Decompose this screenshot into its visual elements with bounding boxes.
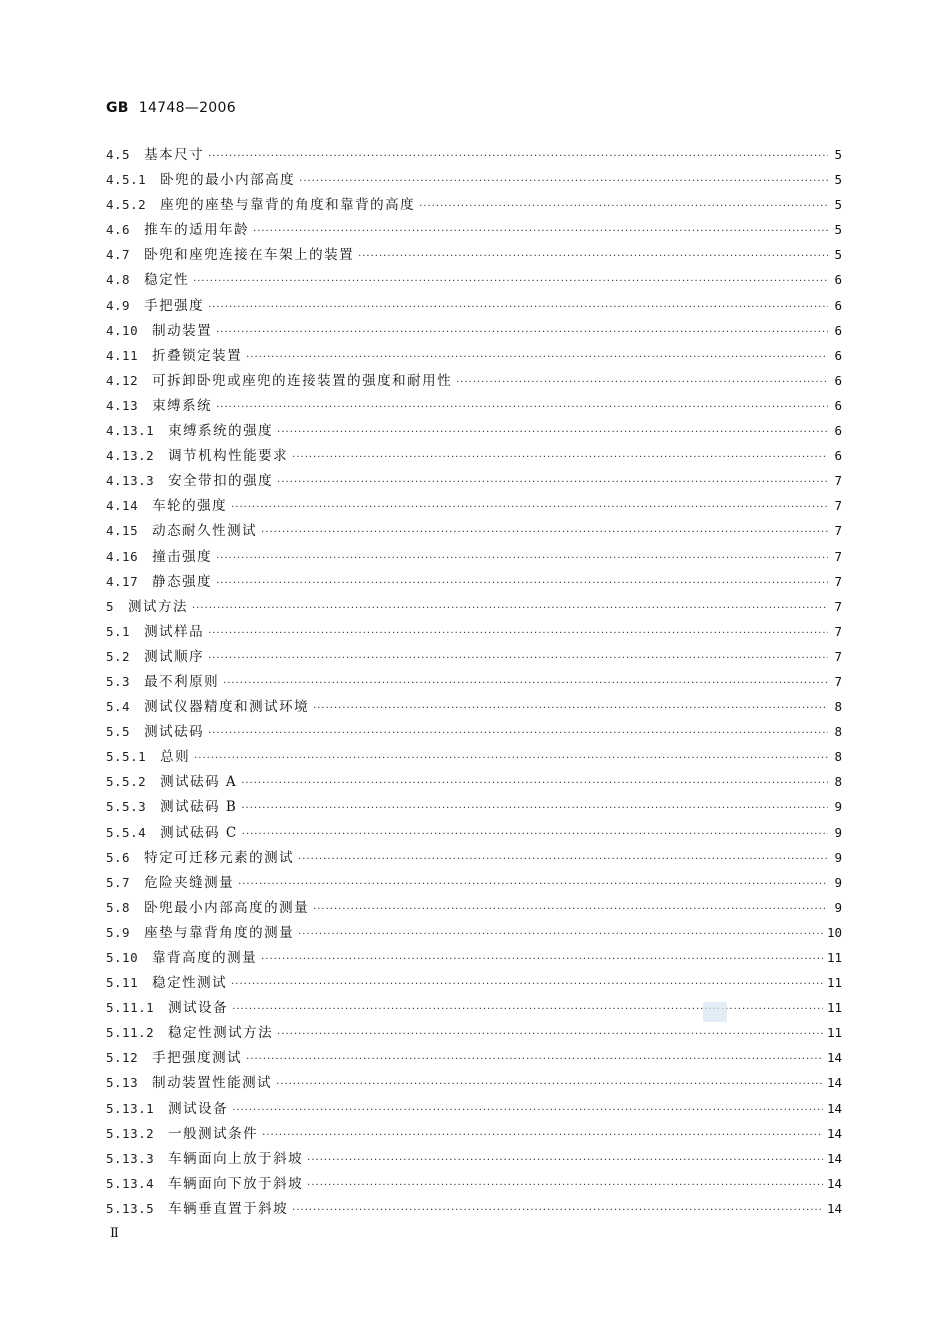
- toc-entry[interactable]: [106, 971, 842, 996]
- toc-entry[interactable]: [106, 795, 842, 820]
- toc-entry-number: 5.13.5: [106, 1200, 155, 1216]
- toc-entry-page: 11: [826, 1025, 842, 1041]
- toc-entry[interactable]: [106, 545, 842, 570]
- toc-entry-title: 危险夹缝测量: [144, 874, 235, 891]
- toc-entry-title: 折叠锁定装置: [152, 347, 243, 364]
- toc-entry[interactable]: [106, 344, 842, 369]
- toc-entry-page: 6: [834, 322, 842, 338]
- toc-dot-leader: [246, 1054, 823, 1065]
- toc-entry-title: 稳定性: [144, 272, 190, 289]
- toc-entry-page: 7: [834, 523, 842, 539]
- toc-entry-number: 4.14: [106, 498, 139, 514]
- toc-entry-page: 6: [834, 423, 842, 439]
- toc-entry-page: 14: [826, 1050, 842, 1066]
- toc-entry-title: 安全带扣的强度: [168, 473, 274, 490]
- toc-entry-title: 测试砝码 C: [160, 824, 238, 841]
- toc-entry-title: 特定可迁移元素的测试: [144, 849, 295, 866]
- toc-entry[interactable]: [106, 570, 842, 595]
- toc-entry-number: 5.2: [106, 648, 131, 664]
- toc-entry[interactable]: [106, 1197, 842, 1222]
- toc-entry-number: 4.16: [106, 548, 139, 564]
- toc-entry-page: 5: [834, 172, 842, 188]
- toc-entry-number: 5.5: [106, 724, 131, 740]
- toc-entry-page: 7: [834, 473, 842, 489]
- toc-entry[interactable]: [106, 394, 842, 419]
- toc-dot-leader: [241, 803, 828, 814]
- toc-dot-leader: [192, 603, 828, 614]
- toc-entry-title: 测试砝码: [144, 724, 205, 741]
- toc-dot-leader: [216, 553, 828, 564]
- toc-entry[interactable]: [106, 444, 842, 469]
- toc-entry[interactable]: [106, 1097, 842, 1122]
- toc-entry-number: 4.7: [106, 247, 131, 263]
- table-of-contents: [106, 143, 842, 1222]
- toc-entry-page: 9: [834, 799, 842, 815]
- toc-entry-page: 11: [826, 1000, 842, 1016]
- toc-dot-leader: [216, 578, 828, 589]
- toc-entry[interactable]: [106, 469, 842, 494]
- toc-entry-number: 4.9: [106, 297, 131, 313]
- toc-entry-number: 5.12: [106, 1050, 139, 1066]
- toc-dot-leader: [419, 201, 828, 212]
- toc-dot-leader: [232, 1004, 823, 1015]
- toc-entry-number: 5.5.3: [106, 799, 147, 815]
- toc-dot-leader: [298, 854, 828, 865]
- toc-entry-title: 车辆面向下放于斜坡: [168, 1175, 304, 1192]
- toc-entry-page: 5: [834, 247, 842, 263]
- toc-entry-number: 4.12: [106, 372, 139, 388]
- toc-dot-leader: [194, 753, 828, 764]
- toc-entry-page: 9: [834, 824, 842, 840]
- toc-entry[interactable]: [106, 519, 842, 544]
- toc-dot-leader: [298, 929, 823, 940]
- toc-dot-leader: [231, 502, 828, 513]
- toc-dot-leader: [299, 176, 828, 187]
- toc-entry-page: 7: [834, 648, 842, 664]
- toc-entry-title: 制动装置性能测试: [152, 1075, 273, 1092]
- toc-entry-number: 4.13.3: [106, 473, 155, 489]
- toc-entry-number: 4.13.1: [106, 423, 155, 439]
- toc-entry[interactable]: [106, 168, 842, 193]
- toc-entry[interactable]: [106, 996, 842, 1021]
- toc-entry-title: 车辆面向上放于斜坡: [168, 1150, 304, 1167]
- toc-dot-leader: [208, 728, 828, 739]
- toc-entry-number: 4.8: [106, 272, 131, 288]
- toc-entry-title: 一般测试条件: [168, 1125, 259, 1142]
- toc-dot-leader: [307, 1180, 823, 1191]
- toc-entry-page: 6: [834, 347, 842, 363]
- toc-entry-number: 5.10: [106, 950, 139, 965]
- toc-dot-leader: [208, 151, 828, 162]
- toc-entry-title: 测试砝码 A: [160, 774, 238, 791]
- toc-entry-page: 8: [834, 749, 842, 765]
- toc-entry[interactable]: [106, 319, 842, 344]
- toc-entry-title: 静态强度: [152, 573, 213, 590]
- toc-entry-title: 车辆垂直置于斜坡: [168, 1200, 289, 1217]
- toc-entry-title: 测试顺序: [144, 648, 205, 665]
- toc-entry-page: 6: [834, 372, 842, 388]
- toc-entry-number: 4.15: [106, 523, 139, 539]
- toc-entry[interactable]: [106, 268, 842, 293]
- toc-dot-leader: [277, 427, 828, 438]
- toc-entry-page: 7: [834, 623, 842, 639]
- toc-entry-number: 5.8: [106, 899, 131, 915]
- toc-dot-leader: [276, 1079, 823, 1090]
- toc-entry-title: 撞击强度: [152, 548, 213, 565]
- toc-dot-leader: [358, 251, 828, 262]
- toc-dot-leader: [216, 327, 828, 338]
- toc-dot-leader: [313, 904, 828, 915]
- toc-entry-number: 5.11.1: [106, 1000, 155, 1016]
- toc-dot-leader: [292, 1205, 823, 1216]
- toc-entry-title: 测试仪器精度和测试环境: [144, 699, 310, 716]
- toc-dot-leader: [277, 1029, 823, 1040]
- toc-entry-page: 7: [834, 548, 842, 564]
- toc-entry-title: 最不利原则: [144, 673, 220, 690]
- toc-entry-page: 6: [834, 397, 842, 413]
- toc-entry-number: 5.5.4: [106, 824, 147, 840]
- toc-dot-leader: [241, 778, 828, 789]
- toc-entry-number: 5.1: [106, 623, 131, 639]
- toc-entry-title: 动态耐久性测试: [152, 523, 258, 540]
- toc-entry-title: 稳定性测试: [152, 975, 228, 992]
- toc-entry[interactable]: [106, 896, 842, 921]
- toc-entry[interactable]: [106, 871, 842, 896]
- toc-entry-title: 测试方法: [128, 598, 189, 615]
- toc-entry-page: 14: [826, 1125, 842, 1141]
- toc-entry-title: 手把强度测试: [152, 1050, 243, 1067]
- toc-entry-number: 4.5: [106, 147, 131, 162]
- page-number: Ⅱ: [110, 1226, 119, 1241]
- toc-entry-page: 8: [834, 699, 842, 715]
- toc-entry-title: 测试设备: [168, 1100, 229, 1117]
- toc-entry[interactable]: [106, 1071, 842, 1096]
- toc-entry-page: 14: [826, 1150, 842, 1166]
- toc-entry-number: 4.6: [106, 222, 131, 238]
- toc-entry[interactable]: [106, 419, 842, 444]
- toc-entry-title: 测试设备: [168, 1000, 229, 1017]
- toc-entry-number: 5.13.3: [106, 1150, 155, 1166]
- toc-entry-page: 7: [834, 573, 842, 589]
- toc-entry-number: 5.5.2: [106, 774, 147, 790]
- toc-dot-leader: [261, 527, 828, 538]
- toc-entry[interactable]: [106, 846, 842, 871]
- toc-dot-leader: [456, 377, 828, 388]
- toc-dot-leader: [261, 954, 823, 965]
- toc-dot-leader: [246, 352, 828, 363]
- standard-code: GB: [106, 100, 129, 116]
- toc-entry-title: 卧兜最小内部高度的测量: [144, 899, 310, 916]
- toc-entry[interactable]: [106, 1021, 842, 1046]
- toc-entry-number: 5.6: [106, 849, 131, 865]
- toc-entry-title: 测试样品: [144, 623, 205, 640]
- toc-entry-number: 4.17: [106, 573, 139, 589]
- toc-entry[interactable]: [106, 821, 842, 846]
- toc-entry-page: 6: [834, 297, 842, 313]
- toc-entry[interactable]: [106, 1172, 842, 1197]
- toc-entry-page: 14: [826, 1075, 842, 1091]
- toc-entry-number: 5.13.1: [106, 1100, 155, 1116]
- toc-entry-title: 束缚系统的强度: [168, 423, 274, 440]
- toc-entry[interactable]: [106, 1046, 842, 1071]
- toc-entry[interactable]: [106, 494, 842, 519]
- toc-entry-number: 5.4: [106, 699, 131, 715]
- toc-entry[interactable]: [106, 369, 842, 394]
- toc-entry-number: 5.13.4: [106, 1175, 155, 1191]
- toc-dot-leader: [238, 879, 828, 890]
- toc-entry-title: 车轮的强度: [152, 498, 228, 515]
- toc-entry-title: 手把强度: [144, 297, 205, 314]
- standard-number: 14748—2006: [138, 100, 236, 116]
- toc-dot-leader: [253, 226, 828, 237]
- toc-entry-number: 5: [106, 598, 115, 614]
- toc-entry-page: 11: [826, 975, 842, 991]
- toc-entry[interactable]: [106, 670, 842, 695]
- toc-entry-title: 制动装置: [152, 322, 213, 339]
- toc-entry[interactable]: [106, 770, 842, 795]
- toc-entry-number: 4.13: [106, 397, 139, 413]
- toc-entry-title: 座垫与靠背角度的测量: [144, 924, 295, 941]
- toc-dot-leader: [292, 452, 828, 463]
- toc-entry-number: 4.10: [106, 322, 139, 338]
- toc-entry[interactable]: [106, 193, 842, 218]
- document-header: [106, 100, 236, 116]
- toc-entry-page: 5: [834, 222, 842, 238]
- toc-entry-number: 5.11.2: [106, 1025, 155, 1041]
- toc-dot-leader: [242, 829, 828, 840]
- toc-entry-title: 测试砝码 B: [160, 799, 238, 816]
- toc-entry-number: 5.5.1: [106, 749, 147, 765]
- toc-entry-page: 11: [826, 950, 842, 965]
- toc-entry[interactable]: [106, 218, 842, 243]
- toc-entry-page: 8: [834, 724, 842, 740]
- toc-entry[interactable]: [106, 921, 842, 946]
- toc-entry-page: 9: [834, 849, 842, 865]
- toc-dot-leader: [223, 678, 828, 689]
- toc-entry-number: 4.5.1: [106, 172, 147, 188]
- toc-entry[interactable]: [106, 745, 842, 770]
- toc-entry[interactable]: [106, 294, 842, 319]
- toc-entry-title: 卧兜的最小内部高度: [160, 172, 296, 189]
- watermark-mark: [703, 1002, 727, 1022]
- toc-dot-leader: [208, 628, 828, 639]
- toc-entry-number: 5.3: [106, 673, 131, 689]
- toc-dot-leader: [208, 302, 828, 313]
- toc-entry-page: 5: [834, 147, 842, 162]
- toc-entry-title: 束缚系统: [152, 397, 213, 414]
- toc-entry[interactable]: [106, 645, 842, 670]
- toc-entry-number: 5.11: [106, 975, 139, 991]
- toc-entry-page: 14: [826, 1100, 842, 1116]
- toc-dot-leader: [216, 402, 828, 413]
- toc-entry-title: 调节机构性能要求: [168, 448, 289, 465]
- toc-dot-leader: [262, 1130, 823, 1141]
- toc-entry-title: 座兜的座垫与靠背的角度和靠背的高度: [160, 197, 416, 214]
- toc-entry[interactable]: [106, 946, 842, 971]
- toc-dot-leader: [277, 477, 828, 488]
- toc-entry-page: 5: [834, 197, 842, 213]
- toc-entry-title: 总则: [160, 749, 191, 766]
- toc-entry-number: 4.11: [106, 347, 139, 363]
- toc-entry-page: 9: [834, 899, 842, 915]
- toc-entry[interactable]: [106, 1122, 842, 1147]
- toc-entry-title: 可拆卸卧兜或座兜的连接装置的强度和耐用性: [152, 372, 453, 389]
- toc-entry-number: 4.5.2: [106, 197, 147, 213]
- toc-entry-page: 8: [834, 774, 842, 790]
- toc-entry-page: 9: [834, 874, 842, 890]
- toc-dot-leader: [307, 1155, 823, 1166]
- toc-entry[interactable]: [106, 620, 842, 645]
- toc-entry-title: 推车的适用年龄: [144, 222, 250, 239]
- toc-entry-number: 5.9: [106, 924, 131, 940]
- toc-entry-title: 卧兜和座兜连接在车架上的装置: [144, 247, 355, 264]
- toc-entry[interactable]: [106, 143, 842, 168]
- toc-entry-page: 14: [826, 1200, 842, 1216]
- toc-entry-page: 6: [834, 448, 842, 464]
- toc-entry-page: 6: [834, 272, 842, 288]
- toc-entry-title: 靠背高度的测量: [152, 950, 258, 966]
- toc-entry-title: 稳定性测试方法: [168, 1025, 274, 1042]
- toc-dot-leader: [208, 653, 828, 664]
- toc-entry[interactable]: [106, 243, 842, 268]
- toc-entry[interactable]: [106, 595, 842, 620]
- toc-entry[interactable]: [106, 1147, 842, 1172]
- toc-entry-number: 5.13.2: [106, 1125, 155, 1141]
- toc-entry-page: 7: [834, 598, 842, 614]
- toc-dot-leader: [232, 1105, 823, 1116]
- toc-entry-number: 4.13.2: [106, 448, 155, 464]
- toc-entry[interactable]: [106, 720, 842, 745]
- toc-dot-leader: [193, 276, 828, 287]
- toc-entry[interactable]: [106, 695, 842, 720]
- toc-entry-page: 7: [834, 498, 842, 514]
- toc-entry-page: 10: [826, 924, 842, 940]
- toc-entry-number: 5.7: [106, 874, 131, 890]
- toc-entry-title: 基本尺寸: [144, 147, 205, 163]
- toc-entry-page: 7: [834, 673, 842, 689]
- toc-entry-page: 14: [826, 1175, 842, 1191]
- toc-dot-leader: [313, 703, 828, 714]
- toc-entry-number: 5.13: [106, 1075, 139, 1091]
- toc-dot-leader: [231, 979, 823, 990]
